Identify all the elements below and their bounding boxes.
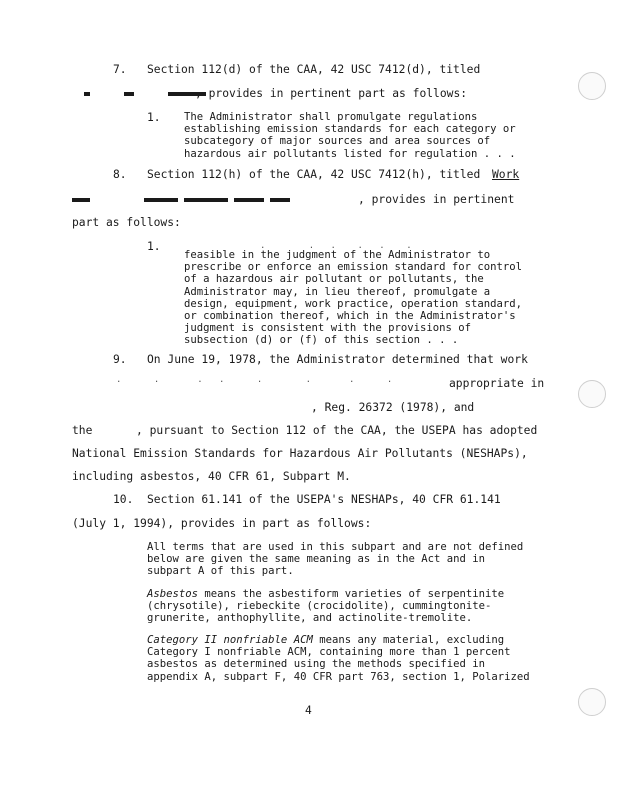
para10-quote-line: subpart A of this part.: [147, 565, 294, 578]
para8-title-fragment: Work: [492, 168, 520, 181]
para7-quote-line: hazardous air pollutants listed for regulation . . .: [184, 147, 516, 160]
para9-line-4-start: the: [72, 424, 93, 437]
asbestos-def-line: grunerite, anthophyllite, and actinolite-tremolite.: [147, 612, 473, 625]
para10-quote-line: below are given the same meaning as in the Act and in: [147, 553, 486, 566]
para9-illegible-line: . . . . . . . .: [116, 375, 393, 385]
category-ii-definition: [147, 634, 548, 683]
para10-quote-line: All terms that are used in this subpart and are not defined: [147, 541, 524, 553]
para10-line-1: Section 61.141 of the USEPA's NESHAPs, 40 CFR 61.141: [147, 493, 501, 506]
para8-illegible-line: . . . . . .: [260, 241, 412, 251]
binder-hole-bottom: [578, 688, 606, 716]
para7-intro: Section 112(d) of the CAA, 42 USC 7412(d), titled: [147, 63, 481, 76]
asbestos-def-line: (chrysotile), riebeckite (crocidolite), cummingtonite-: [147, 600, 492, 613]
para8-quote-line: design, equipment, work practice, operation standard,: [184, 297, 523, 310]
para9-line-5: National Emission Standards for Hazardous Air Pollutants (NESHAPs),: [72, 447, 528, 460]
para8-quote-line: or combination thereof, which in the Administrator's: [184, 310, 516, 323]
para9-line-4: , pursuant to Section 112 of the CAA, the USEPA has adopted: [136, 424, 538, 437]
para8-quote-line: feasible in the judgment of the Administrator to: [184, 249, 491, 261]
para8-quote-line: prescribe or enforce an emission standard for control: [184, 261, 523, 274]
para9-line-2-end: appropriate in: [449, 377, 545, 390]
category-ii-def-line: Category I nonfriable ACM, containing more than 1 percent: [147, 646, 511, 659]
para8-intro: Section 112(h) of the CAA, 42 USC 7412(h), titled: [147, 168, 481, 181]
para9-line-6: including asbestos, 40 CFR 61, Subpart M.: [72, 470, 351, 483]
binder-hole-middle: [578, 380, 606, 408]
para8-quote: [184, 249, 548, 347]
para8-redacted-title: [72, 193, 296, 206]
para9-line-1: On June 19, 1978, the Administrator determined that work: [147, 353, 528, 366]
page-number: 4: [305, 704, 312, 717]
category-ii-def-line: means any material, excluding: [312, 634, 505, 646]
para9-number: 9.: [113, 353, 127, 366]
para8-quote-line: judgment is consistent with the provisions of: [184, 322, 472, 335]
para7-redacted-title: [84, 87, 212, 100]
para10-line-2: (July 1, 1994), provides in part as follows:: [72, 517, 372, 530]
para8-quote-line: subsection (d) or (f) of this section . . .: [184, 334, 459, 347]
category-ii-def-line: asbestos as determined using the methods specified in: [147, 658, 486, 671]
asbestos-def-line: means the asbestiform varieties of serpentinite: [198, 588, 505, 600]
para7-intro-continued: , provides in pertinent part as follows:: [195, 87, 468, 100]
para7-quote-number: 1.: [147, 111, 161, 124]
para10-number: 10.: [113, 493, 134, 506]
para8-quote-line: Administrator may, in lieu thereof, promulgate a: [184, 285, 491, 298]
binder-hole-top: [578, 72, 606, 100]
asbestos-definition: [147, 588, 548, 625]
para7-quote-line: The Administrator shall promulgate regulations: [184, 111, 478, 123]
para9-line-3: , Reg. 26372 (1978), and: [311, 401, 475, 414]
para10-definitions-intro: [147, 541, 548, 578]
para7-quote-line: subcategory of major sources and area sources of: [184, 135, 491, 148]
para8-intro-continued-2: part as follows:: [72, 216, 181, 229]
para7-quote: [184, 111, 548, 160]
category-ii-def-line: appendix A, subpart F, 40 CFR part 763, section 1, Polarized: [147, 670, 530, 683]
para8-number: 8.: [113, 168, 127, 181]
category-ii-term: Category II nonfriable ACM: [147, 634, 313, 646]
para8-quote-number: 1.: [147, 240, 161, 253]
para8-quote-line: of a hazardous air pollutant or pollutants, the: [184, 273, 484, 286]
para7-quote-line: establishing emission standards for each category or: [184, 123, 516, 136]
para8-intro-continued: , provides in pertinent: [358, 193, 515, 206]
para7-number: 7.: [113, 63, 127, 76]
asbestos-term: Asbestos: [147, 588, 199, 600]
